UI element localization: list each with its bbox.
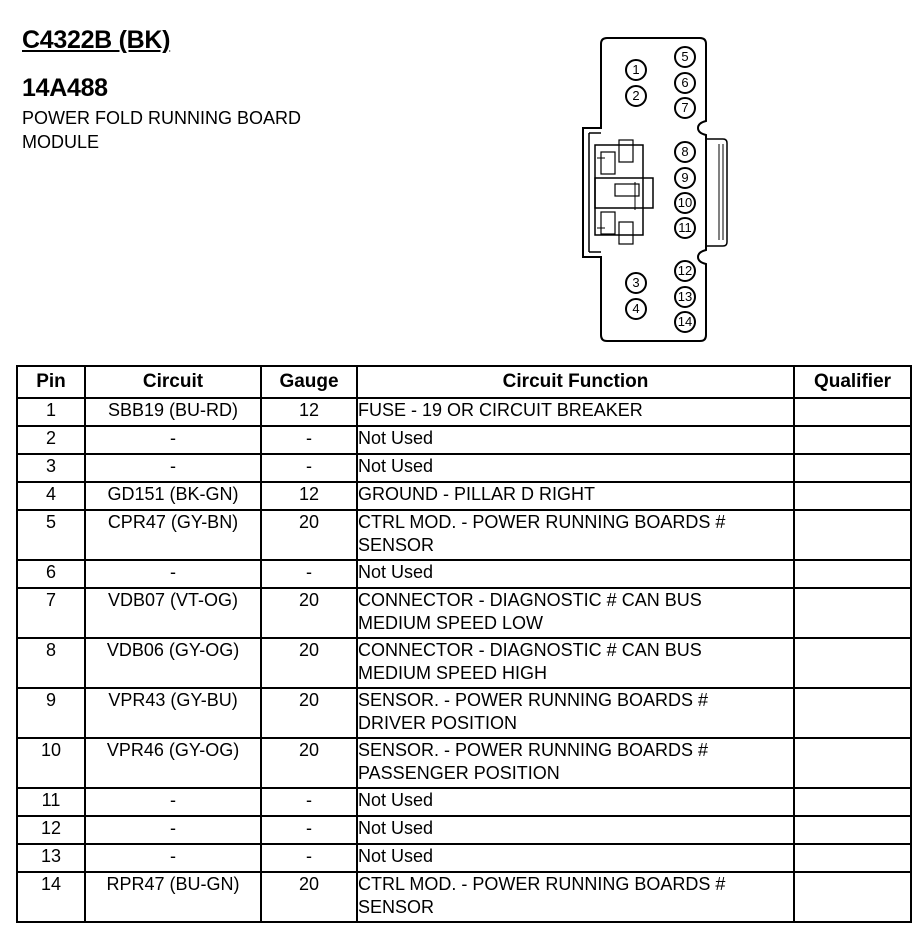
table-row (17, 638, 911, 688)
function-cell (357, 510, 794, 560)
gauge-cell: - (261, 788, 357, 816)
circuit-cell: VPR46 (GY-OG) (85, 738, 261, 788)
gauge-cell: - (261, 560, 357, 588)
function-cell (357, 816, 794, 844)
table-row (17, 398, 911, 426)
pin-cell: 13 (17, 844, 85, 872)
qualifier-cell (794, 482, 911, 510)
connector-pin-label: 11 (678, 220, 692, 235)
circuit-cell: - (85, 788, 261, 816)
table-row (17, 738, 911, 788)
circuit-cell: VDB06 (GY-OG) (85, 638, 261, 688)
circuit-cell: - (85, 560, 261, 588)
function-cell (357, 398, 794, 426)
circuit-cell: - (85, 426, 261, 454)
table-row (17, 588, 911, 638)
gauge-cell: 20 (261, 638, 357, 688)
table-header-row (17, 366, 911, 398)
function-cell (357, 426, 794, 454)
qualifier-cell (794, 510, 911, 560)
function-text-line-2: SENSOR (358, 535, 435, 555)
connector-pin-label: 12 (677, 263, 693, 278)
qualifier-cell (794, 638, 911, 688)
gauge-cell: 20 (261, 588, 357, 638)
connector-pin-label: 2 (632, 88, 640, 103)
connector-pin-label: 8 (681, 144, 689, 159)
circuit-cell: - (85, 844, 261, 872)
gauge-cell: - (261, 426, 357, 454)
connector-pin-label: 10 (677, 195, 693, 210)
connector-pin-label: 4 (632, 301, 640, 316)
connector-pin-label: 7 (681, 100, 689, 115)
qualifier-cell (794, 588, 911, 638)
function-text: CTRL MOD. - POWER RUNNING BOARDS # (358, 512, 726, 532)
qualifier-cell (794, 738, 911, 788)
function-cell (357, 872, 794, 922)
function-text-line-2: DRIVER POSITION (358, 713, 518, 733)
function-text: GROUND - PILLAR D RIGHT (358, 484, 596, 504)
qualifier-cell (794, 688, 911, 738)
function-cell (357, 638, 794, 688)
gauge-cell: - (261, 454, 357, 482)
circuit-cell: GD151 (BK-GN) (85, 482, 261, 510)
gauge-cell: 20 (261, 510, 357, 560)
connector-pin-label: 9 (681, 170, 689, 185)
connector-pin-label: 6 (681, 75, 689, 90)
connector-face-diagram (575, 32, 745, 352)
qualifier-cell (794, 844, 911, 872)
header-circuit: Circuit (85, 366, 261, 398)
circuit-cell: VPR43 (GY-BU) (85, 688, 261, 738)
function-text: Not Used (358, 818, 434, 838)
table-row (17, 844, 911, 872)
circuit-cell: RPR47 (BU-GN) (85, 872, 261, 922)
function-cell (357, 738, 794, 788)
function-text: Not Used (358, 562, 434, 582)
function-text: CONNECTOR - DIAGNOSTIC # CAN BUS (358, 640, 702, 660)
gauge-cell: 12 (261, 398, 357, 426)
pin-cell: 10 (17, 738, 85, 788)
qualifier-cell (794, 426, 911, 454)
function-text-line-2: SENSOR (358, 897, 435, 917)
pin-cell: 14 (17, 872, 85, 922)
function-text-line-2: MEDIUM SPEED LOW (358, 613, 544, 633)
function-text: Not Used (358, 790, 434, 810)
function-cell (357, 454, 794, 482)
function-cell (357, 588, 794, 638)
function-text: Not Used (358, 456, 434, 476)
function-cell (357, 482, 794, 510)
pin-cell: 11 (17, 788, 85, 816)
function-cell (357, 844, 794, 872)
connector-pin-label: 13 (677, 289, 693, 304)
gauge-cell: 12 (261, 482, 357, 510)
circuit-cell: - (85, 816, 261, 844)
function-text-line-2: PASSENGER POSITION (358, 763, 560, 783)
function-text: Not Used (358, 846, 434, 866)
function-cell (357, 788, 794, 816)
function-text-line-2: MEDIUM SPEED HIGH (358, 663, 548, 683)
pin-cell: 8 (17, 638, 85, 688)
connector-pin-label: 3 (632, 275, 640, 290)
gauge-cell: - (261, 844, 357, 872)
table-row (17, 454, 911, 482)
pin-cell: 4 (17, 482, 85, 510)
qualifier-cell (794, 454, 911, 482)
circuit-cell: SBB19 (BU-RD) (85, 398, 261, 426)
function-text: CTRL MOD. - POWER RUNNING BOARDS # (358, 874, 726, 894)
connector-id: C4322B (BK) (22, 26, 171, 54)
function-text: Not Used (358, 428, 434, 448)
qualifier-cell (794, 560, 911, 588)
circuit-cell: VDB07 (VT-OG) (85, 588, 261, 638)
qualifier-cell (794, 816, 911, 844)
header-circuit-function: Circuit Function (357, 366, 794, 398)
table-row (17, 482, 911, 510)
table-row (17, 688, 911, 738)
table-row (17, 788, 911, 816)
description-line-1: POWER FOLD RUNNING BOARD (22, 108, 302, 128)
table-row (17, 510, 911, 560)
pin-cell: 9 (17, 688, 85, 738)
connector-pin-label: 5 (681, 49, 689, 64)
description-line-2: MODULE (22, 132, 100, 152)
header-qualifier: Qualifier (794, 366, 911, 398)
function-text: FUSE - 19 OR CIRCUIT BREAKER (358, 400, 643, 420)
pin-cell: 6 (17, 560, 85, 588)
pin-cell: 7 (17, 588, 85, 638)
qualifier-cell (794, 872, 911, 922)
function-text: CONNECTOR - DIAGNOSTIC # CAN BUS (358, 590, 702, 610)
table-row (17, 426, 911, 454)
circuit-cell: - (85, 454, 261, 482)
part-number: 14A488 (22, 74, 108, 102)
qualifier-cell (794, 398, 911, 426)
qualifier-cell (794, 788, 911, 816)
pinout-table (16, 365, 912, 923)
gauge-cell: 20 (261, 872, 357, 922)
table-row (17, 560, 911, 588)
function-text: SENSOR. - POWER RUNNING BOARDS # (358, 740, 709, 760)
header-pin: Pin (17, 366, 85, 398)
function-cell (357, 688, 794, 738)
table-row (17, 872, 911, 922)
circuit-cell: CPR47 (GY-BN) (85, 510, 261, 560)
connector-pin-label: 14 (677, 314, 693, 329)
pin-cell: 1 (17, 398, 85, 426)
gauge-cell: 20 (261, 738, 357, 788)
pin-cell: 2 (17, 426, 85, 454)
function-cell (357, 560, 794, 588)
pin-cell: 5 (17, 510, 85, 560)
pin-cell: 12 (17, 816, 85, 844)
gauge-cell: - (261, 816, 357, 844)
pin-cell: 3 (17, 454, 85, 482)
function-text: SENSOR. - POWER RUNNING BOARDS # (358, 690, 709, 710)
gauge-cell: 20 (261, 688, 357, 738)
table-row (17, 816, 911, 844)
connector-outline (575, 32, 745, 352)
connector-pin-label: 1 (632, 62, 640, 77)
module-description (22, 106, 301, 154)
header-gauge: Gauge (261, 366, 357, 398)
